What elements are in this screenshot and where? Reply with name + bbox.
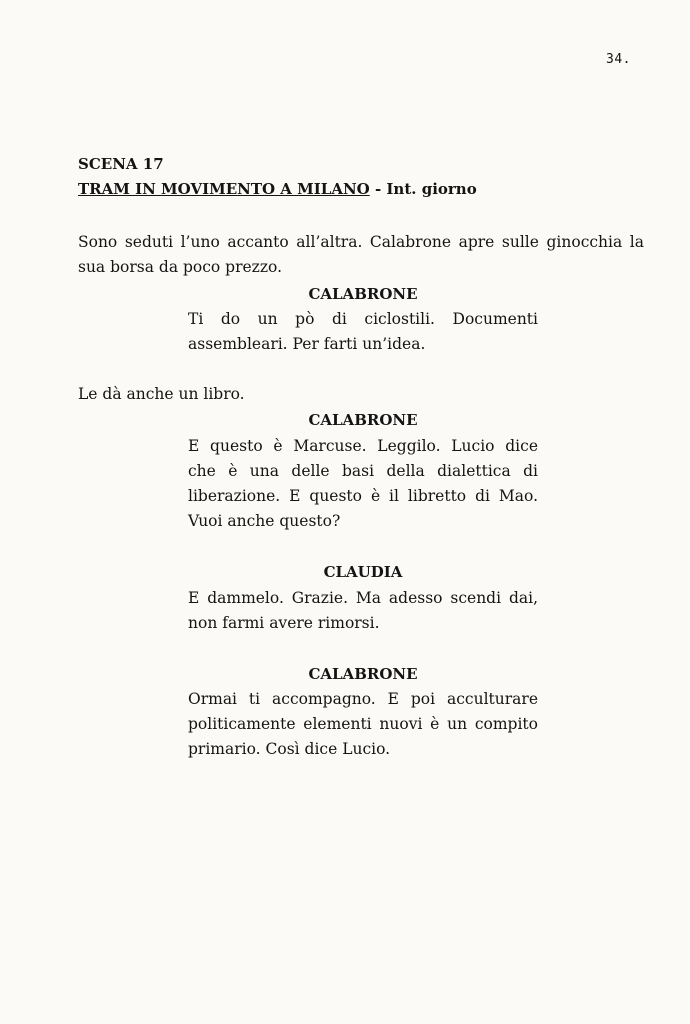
action-line: Sono seduti l’uno accanto all’altra. Calabrone apre sulle ginocchia la [78,233,644,251]
action-line: Le dà anche un libro. [78,385,245,403]
scene-location: TRAM IN MOVIMENTO A MILANO [78,180,370,198]
scene-number: SCENA 17 [78,155,164,173]
dialogue-block [188,434,538,534]
scene-slugline [78,177,477,202]
dialogue-block [188,586,538,636]
dialogue-line: Ti do un pò di ciclostili. Documenti [188,310,538,328]
dialogue-line: primario. Così dice Lucio. [188,740,391,758]
dialogue-line: E questo è Marcuse. Leggilo. Lucio dice [188,437,538,455]
dialogue-line: Vuoi anche questo? [188,512,341,530]
dialogue-line: Ormai ti accompagno. E poi acculturare [188,690,538,708]
action-line: sua borsa da poco prezzo. [78,258,282,276]
dialogue-block [188,687,538,762]
page-number: 34. [606,52,631,67]
dialogue-block [188,307,538,357]
character-name: CALABRONE [308,285,418,303]
scene-setting: - Int. giorno [369,180,477,198]
character-name: CALABRONE [308,665,418,683]
character-name: CALABRONE [308,411,418,429]
character-name: CLAUDIA [323,563,403,581]
scene-heading [78,152,477,202]
dialogue-line: non farmi avere rimorsi. [188,614,380,632]
dialogue-line: liberazione. E questo è il libretto di Mao. [188,487,538,505]
dialogue-line: assembleari. Per farti un’idea. [188,335,426,353]
dialogue-line: che è una delle basi della dialettica di [188,462,538,480]
action-paragraph [78,382,644,407]
action-paragraph [78,230,644,280]
dialogue-line: politicamente elementi nuovi è un compito [188,715,538,733]
dialogue-line: E dammelo. Grazie. Ma adesso scendi dai, [188,589,538,607]
